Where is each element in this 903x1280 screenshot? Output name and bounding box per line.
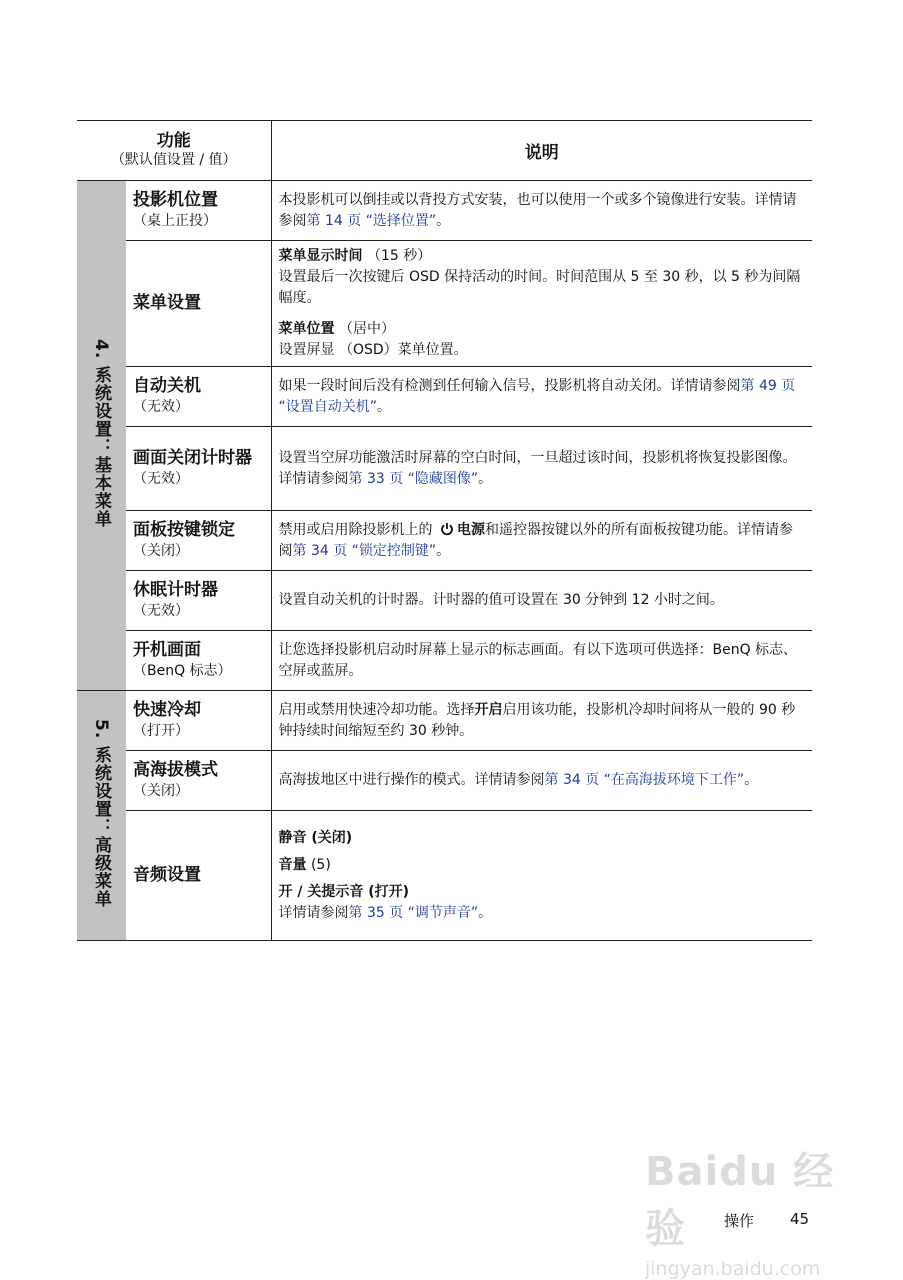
- description-segment: 启用该功能，投影机冷却时间将从一般的 90 秒钟持续时间缩短至约 30 秒钟。: [278, 701, 796, 739]
- description-segment: 禁用或启用除投影机上的: [278, 521, 437, 538]
- description-segment: 让您选择投影机启动时屏幕上显示的标志画面。有以下选项可供选择：BenQ 标志、空屏或蓝屏。: [278, 641, 798, 679]
- emphasis-text: 开启: [474, 701, 503, 718]
- section-label-cell: [77, 181, 126, 691]
- table-row: [77, 367, 812, 427]
- cross-reference-link[interactable]: 第 34 页 “锁定控制键”: [292, 542, 437, 559]
- block-spacer: [279, 309, 805, 319]
- setting-description: 设置最后一次按键后 OSD 保持活动的时间。时间范围从 5 至 30 秒，以 5 秒为间隔幅度。: [278, 269, 801, 306]
- description-segment: 启用或禁用快速冷却功能。选择: [278, 701, 475, 718]
- emphasis-text: 电源: [456, 521, 485, 538]
- function-cell: [126, 811, 271, 941]
- function-cell: [126, 181, 271, 241]
- description-segment: 。: [436, 542, 451, 559]
- cross-reference-link[interactable]: 第 35 页 “调节声音”: [348, 904, 479, 921]
- function-default-value: （关闭）: [133, 782, 189, 799]
- setting-default: （15 秒）: [362, 248, 432, 264]
- description-text: [279, 376, 805, 418]
- table-row: [77, 631, 812, 691]
- function-default-value: （无效）: [133, 470, 189, 487]
- table-row: [77, 811, 812, 941]
- setting-title-line: [279, 246, 805, 267]
- description-segment: 设置自动关机的计时器。计时器的值可设置在 30 分钟到 12 小时之间。: [278, 592, 724, 608]
- function-name: 音频设置: [133, 865, 201, 885]
- description-segment: 。: [436, 212, 451, 229]
- setting-title: 菜单位置: [278, 321, 335, 337]
- function-name: 休眠计时器: [133, 579, 218, 600]
- table-row: [77, 691, 812, 751]
- function-header-subtitle: （默认值设置 / 值）: [110, 152, 237, 168]
- function-name: 投影机位置: [133, 189, 218, 210]
- function-cell: [126, 511, 271, 571]
- beep-setting: 开 / 关提示音 (打开): [278, 883, 410, 900]
- description-text: [279, 640, 805, 682]
- description-segment: 设置当空屏功能激活时屏幕的空白时间，一旦超过该时间，投影机将恢复投影图像。详情请参阅: [278, 449, 797, 487]
- table-row: [77, 241, 812, 367]
- table-row: [77, 427, 812, 511]
- table-row: [77, 511, 812, 571]
- description-cell: [271, 511, 812, 571]
- description-cell: [271, 751, 812, 811]
- description-cell: [271, 367, 812, 427]
- description-segment: 本投影机可以倒挂或以背投方式安装，也可以使用一个或多个镜像进行安装。详情请参阅: [278, 191, 797, 229]
- description-text: [279, 520, 805, 562]
- settings-table: [77, 120, 812, 941]
- function-cell: [126, 427, 271, 511]
- function-name: 开机画面: [133, 639, 201, 660]
- function-default-value: （桌上正投）: [133, 212, 217, 229]
- description-text: [279, 700, 805, 742]
- reference-suffix: 。: [478, 904, 493, 921]
- description-segment: 和遥控器按键以外的所有面板按键功能。详情请参阅: [278, 521, 793, 559]
- setting-title-line: [279, 319, 805, 340]
- footer-section-label: 操作: [724, 1212, 755, 1230]
- watermark-line1: Baidu 经验: [645, 1149, 835, 1252]
- volume-value: (5): [306, 856, 331, 873]
- table-row: [77, 181, 812, 241]
- table-header-row: [77, 121, 812, 181]
- footer-page-number: 45: [790, 1210, 810, 1228]
- setting-description: 设置屏显 （OSD）菜单位置。: [278, 342, 468, 358]
- description-cell: [271, 691, 812, 751]
- setting-title: 菜单显示时间: [278, 248, 363, 264]
- description-segment: 。: [377, 398, 392, 415]
- description-segment: 高海拔地区中进行操作的模式。详情请参阅: [278, 772, 545, 788]
- function-name: 面板按键锁定: [133, 519, 235, 540]
- description-text: [279, 590, 805, 611]
- description-cell: [271, 181, 812, 241]
- description-column-header: 说明: [271, 121, 812, 181]
- description-cell: [271, 631, 812, 691]
- table-row: [77, 751, 812, 811]
- function-name: 高海拔模式: [133, 759, 218, 780]
- function-cell: [126, 571, 271, 631]
- mute-setting: 静音 (关闭): [278, 829, 353, 846]
- section-label-cell: [77, 691, 126, 941]
- watermark-logo: [645, 1140, 855, 1280]
- description-cell: [271, 571, 812, 631]
- setting-default: （居中）: [334, 321, 395, 337]
- watermark-line2: jingyan.baidu.com: [645, 1258, 821, 1280]
- description-text: [279, 770, 805, 791]
- function-default-value: （关闭）: [133, 542, 189, 559]
- description-cell: [271, 427, 812, 511]
- description-segment: 如果一段时间后没有检测到任何输入信号，投影机将自动关闭。详情请参阅: [278, 377, 741, 394]
- function-default-value: （无效）: [133, 602, 189, 619]
- description-cell: [271, 241, 812, 367]
- function-header-title: 功能: [156, 131, 191, 151]
- function-name: 自动关机: [133, 375, 201, 396]
- description-text: [279, 448, 805, 490]
- reference-prefix: 详情请参阅: [278, 904, 349, 921]
- audio-reference: [279, 903, 805, 924]
- description-segment: 。: [744, 772, 759, 788]
- table-row: [77, 571, 812, 631]
- description-segment: 。: [478, 470, 493, 487]
- description-text: [279, 190, 805, 232]
- function-default-value: （打开）: [133, 722, 189, 739]
- volume-setting: [279, 855, 805, 876]
- section-label: 4. 系统设置：基本菜单: [91, 338, 111, 529]
- function-name: 画面关闭计时器: [133, 447, 252, 468]
- power-icon: [440, 522, 454, 536]
- section-label: 5. 系统设置：高级菜单: [91, 718, 111, 909]
- function-cell: [126, 241, 271, 367]
- function-default-value: （无效）: [133, 398, 189, 415]
- function-column-header: [77, 121, 271, 181]
- description-cell: [271, 811, 812, 941]
- function-cell: [126, 691, 271, 751]
- cross-reference-link[interactable]: 第 34 页 “在高海拔环境下工作”: [544, 772, 745, 788]
- function-name: 快速冷却: [133, 699, 201, 720]
- function-default-value: （BenQ 标志）: [133, 662, 232, 679]
- function-name: 菜单设置: [133, 293, 201, 313]
- cross-reference-link[interactable]: 第 33 页 “隐藏图像”: [348, 470, 479, 487]
- cross-reference-link[interactable]: 第 14 页 “选择位置”: [306, 212, 437, 229]
- function-cell: [126, 751, 271, 811]
- function-cell: [126, 631, 271, 691]
- cross-reference-link[interactable]: 第 49 页 “设置自动关机”: [278, 377, 796, 415]
- volume-title: 音量: [278, 856, 307, 873]
- function-cell: [126, 367, 271, 427]
